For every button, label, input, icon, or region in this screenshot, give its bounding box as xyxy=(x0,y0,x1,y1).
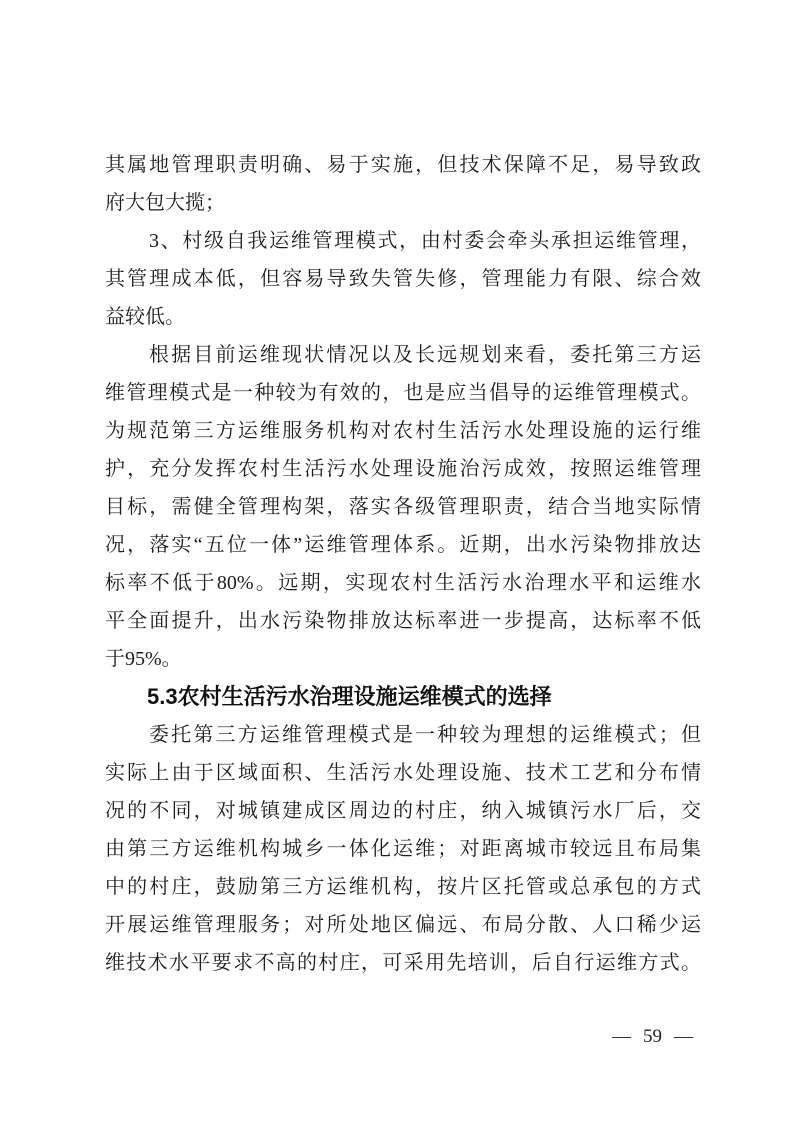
body-line: 况，落实“五位一体”运维管理体系。近期，出水污染物排放达 xyxy=(105,534,701,556)
page-number: 59 xyxy=(643,1026,662,1047)
body-line: 益较低。 xyxy=(105,306,185,328)
footer-dash-right: — xyxy=(674,1026,693,1047)
body-line: 开展运维管理服务；对所处地区偏远、布局分散、人口稀少运 xyxy=(105,914,701,936)
body-line: 维管理模式是一种较为有效的，也是应当倡导的运维管理模式。 xyxy=(105,382,701,404)
body-line: 3、村级自我运维管理模式，由村委会牵头承担运维管理， xyxy=(149,230,701,252)
body-line: 实际上由于区域面积、生活污水处理设施、技术工艺和分布情 xyxy=(105,762,701,784)
footer-dash-left: — xyxy=(612,1026,631,1047)
body-line: 于95%。 xyxy=(105,648,182,670)
body-line: 平全面提升，出水污染物排放达标率进一步提高，达标率不低 xyxy=(105,610,701,632)
page-body-text xyxy=(105,146,701,982)
body-line: 维技术水平要求不高的村庄，可采用先培训，后自行运维方式。 xyxy=(105,952,701,974)
body-line: 中的村庄，鼓励第三方运维机构，按片区托管或总承包的方式 xyxy=(105,876,701,898)
section-heading-5-3: 5.3农村生活污水治理设施运维模式的选择 xyxy=(147,684,552,709)
body-line: 根据目前运维现状情况以及长远规划来看，委托第三方运 xyxy=(149,344,701,366)
body-line: 府大包大揽； xyxy=(105,192,225,214)
body-line: 护，充分发挥农村生活污水处理设施治污成效，按照运维管理 xyxy=(105,458,701,480)
body-line: 标率不低于80%。远期，实现农村生活污水治理水平和运维水 xyxy=(105,572,701,594)
body-line: 为规范第三方运维服务机构对农村生活污水处理设施的运行维 xyxy=(105,420,701,442)
body-line: 况的不同，对城镇建成区周边的村庄，纳入城镇污水厂后，交 xyxy=(105,800,701,822)
body-line: 委托第三方运维管理模式是一种较为理想的运维模式；但 xyxy=(149,724,701,746)
body-line: 目标，需健全管理构架，落实各级管理职责，结合当地实际情 xyxy=(105,496,701,518)
body-line: 由第三方运维机构城乡一体化运维；对距离城市较远且布局集 xyxy=(105,838,701,860)
body-line: 其管理成本低，但容易导致失管失修，管理能力有限、综合效 xyxy=(105,268,701,290)
body-line: 其属地管理职责明确、易于实施，但技术保障不足，易导致政 xyxy=(105,154,701,176)
page-footer xyxy=(612,1026,693,1048)
